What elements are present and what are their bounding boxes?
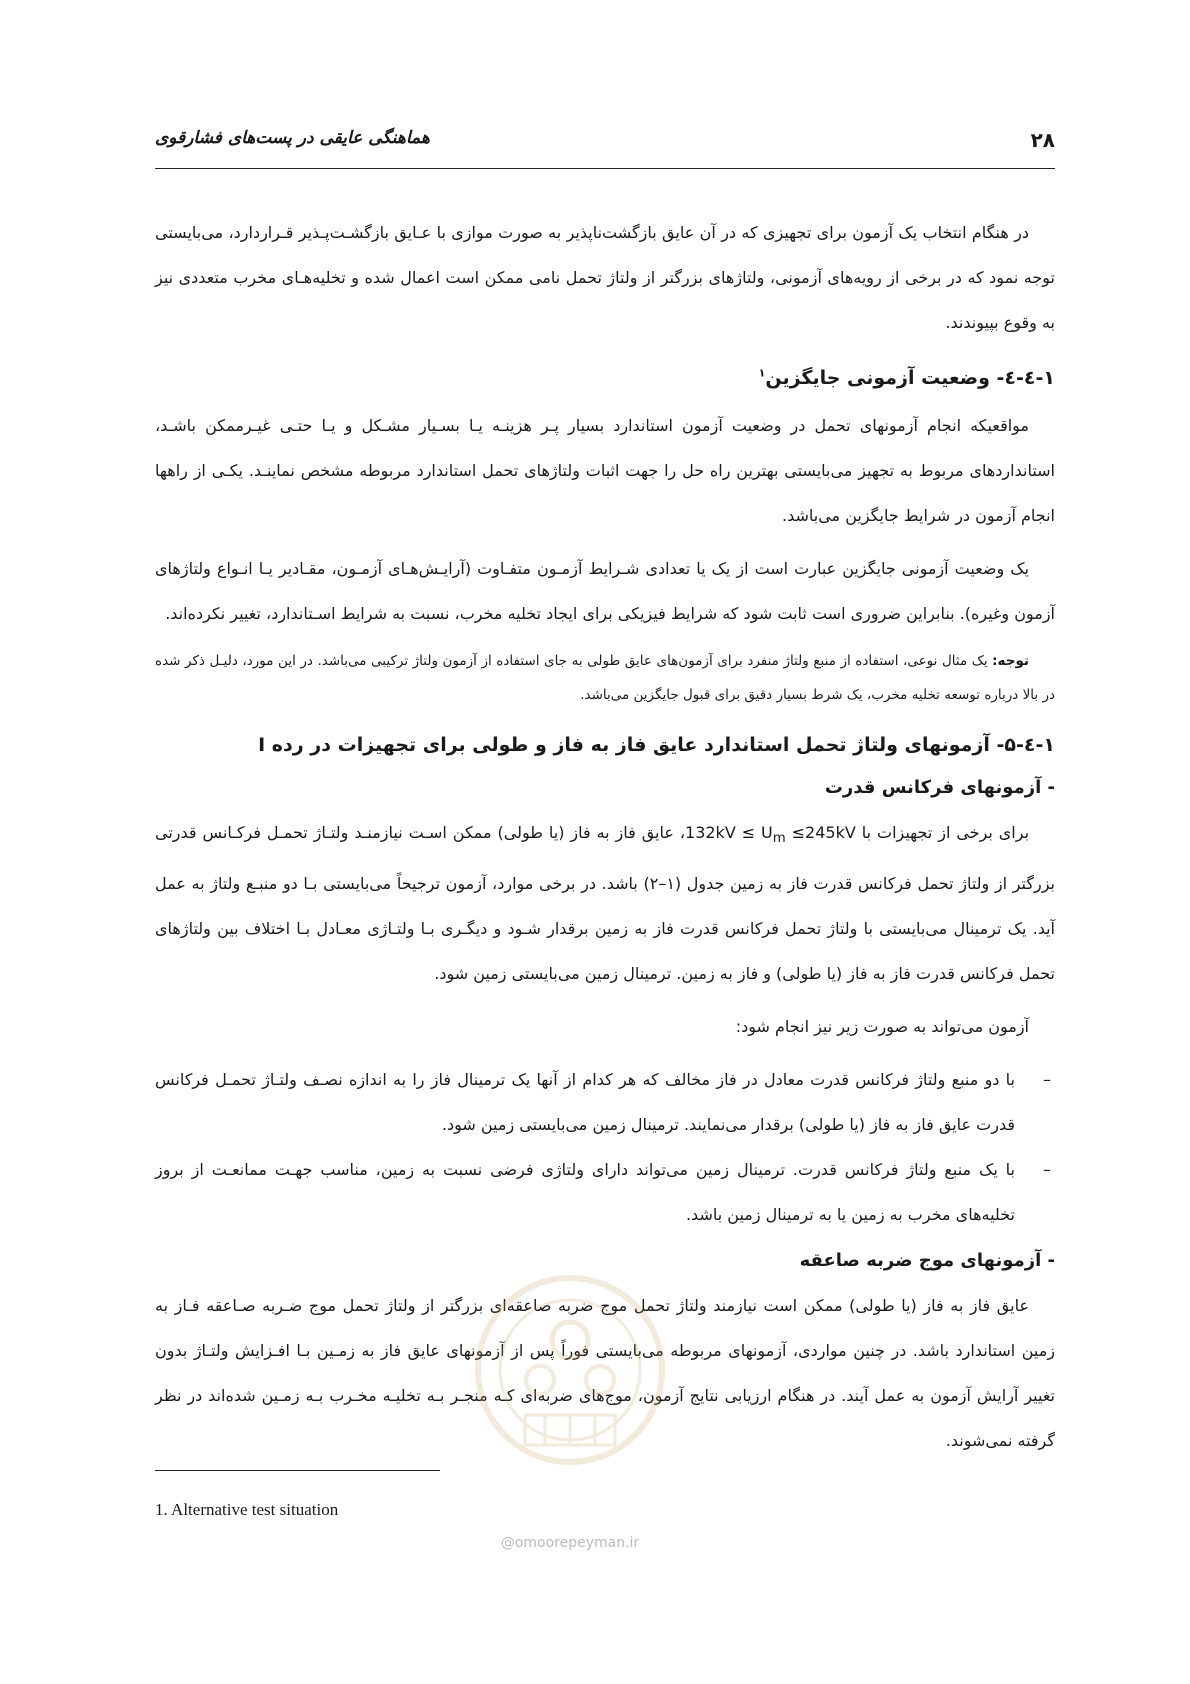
note-label: توجه: [992,653,1029,669]
dash-bullet: – [1043,1070,1051,1090]
footnote-text: 1. Alternative test situation [155,1500,339,1519]
subheading-lightning-impulse: - آزمونهای موج ضربه صاعقه [799,1250,1055,1272]
watermark-site: @omoorepeyman.ir [500,1535,640,1551]
heading-1-4-4-text: ۱-٤-٤- وضعیت آزمونی جایگزین [765,367,1055,389]
formula-part-1: 132kV ≤ U [685,823,773,842]
pf-text-a: برای برخی از تجهیزات با [861,823,1030,842]
formula-part-2: ≤245kV [785,823,856,842]
paragraph-intro: در هنگام انتخاب یک آزمون برای تجهیزی که در آن عایق بازگشت‌ناپذیر به صورت موازی با عـایق بازگشـت‌پـذیر قـراردارد، می‌بایستی توجه نمود که در برخی از رویه‌های آزمونی، ولتاژهای بزرگتر از ولتاژ تحمل نامی ممکن است اعمال شده و تخلیه‌هـای مخرب متعددی نیز به وقوع بپیوندند. [155,223,1055,332]
list-item-text: با یک منبع ولتاژ فرکانس قدرت. ترمینال زمین می‌تواند دارای ولتاژی فرضی نسبت به زمین، مناسب جهـت ممانعـت از بروز تخلیه‌های مخرب به زمین یا به ترمینال زمین باشد. [155,1160,1015,1225]
paragraph-test-methods: آزمون می‌تواند به صورت زیر نیز انجام شود: [735,1017,1029,1037]
paragraph-alt-2: یک وضعیت آزمونی جایگزین عبارت است از یک یا تعدادی شـرایط آزمـون متفـاوت (آرایـش‌هـای آزمـون، مقـادیر یـا انـواع ولتاژهای آزمون وغیره). بنابراین ضروری است ثابت شود که شرایط فیزیکی برای ایجاد تخلیه مخرب، نسبت به شرایط اسـتاندارد، تغییر نکرده‌اند. [155,559,1055,623]
footnote-divider [155,1470,440,1471]
list-item [155,1057,1051,1147]
formula-subscript: m [772,831,786,847]
heading-1-4-5: ۱-٤-۵- آزمونهای ولتاژ تحمل استاندارد عایق فاز به فاز و طولی برای تجهیزات در رده I [258,734,1055,756]
subheading-power-frequency: - آزمونهای فرکانس قدرت [824,777,1055,798]
test-method-list [155,1057,1055,1237]
watermark-seal-icon [470,1270,670,1500]
paragraph-power-frequency [155,810,1055,996]
note-box [155,644,1055,712]
page-header [155,128,1055,168]
header-divider [155,168,1055,169]
footnote-ref: ۱ [758,366,766,380]
voltage-range-formula [685,823,856,847]
list-item [155,1147,1051,1237]
pf-text-b: ، عایق فاز به فاز (یا طولی) ممکن اسـت نیازمنـد ولتـاژ تحمـل فرکـانس قدرتی بزرگتر از ولتاژ تحمل فرکانس قدرت فاز به زمین جدول (۱–۲) باشد. در برخی موارد، آزمون ترجیحاً می‌بایستی بـا دو منبـع ولتاژ به عمل آید. یک ترمینال می‌بایستی با ولتاژ تحمل فرکانس قدرت فاز به زمین برقدار شـود و دیگـری بـا ولتـاژی معـادل بـا اختلاف بین ولتاژهای تحمل فرکانس قدرت فاز به فاز (یا طولی) و فاز به زمین. ترمینال زمین می‌بایستی زمین شود. [155,823,1055,984]
dash-bullet: – [1043,1160,1051,1180]
note-text: یک مثال نوعی، استفاده از منبع ولتاژ منفرد برای آزمون‌های عایق طولی به جای استفاده از آزمون ولتاژ ترکیبی می‌باشد. در این مورد، دلیـل ذکر شده در بالا درباره توسعه تخلیه مخرب، یک شرط بسیار دقیق برای قبول جایگزین می‌باشد. [155,653,1055,703]
paragraph-lightning-impulse: عایق فاز به فاز (یا طولی) ممکن است نیازمند ولتاژ تحمل موج ضربه صاعقه‌ای بزرگتر از ولتاژ تحمل موج ضـربه صـاعقه فـاز به زمین استاندارد باشد. در چنین مواردی، آزمونهای مربوطه می‌بایستی فوراً پس از آزمونهای عایق فاز به زمـین بـا افـزایش ولتـاژ بدون تغییر آرایش آزمون به عمل آیند. در هنگام ارزیابی نتایج آزمون، موج‌های ضربه‌ای کـه منجـر بـه تخلیـه مخـرب بـه زمـین شده‌اند در نظر گرفته نمی‌شوند. [155,1296,1055,1451]
running-title: هماهنگی عایقی در پست‌های فشارقوی [155,128,430,148]
list-item-text: با دو منبع ولتاژ فرکانس قدرت معادل در فاز مخالف که هر کدام از آنها یک ترمینال فاز را به اندازه نصـف ولتـاژ تحمـل فرکانس قدرت عایق فاز به فاز (یا طولی) برقدار می‌نمایند. ترمینال زمین می‌بایستی زمین شود. [155,1070,1015,1135]
heading-1-4-4 [155,359,1055,397]
page-number: ۲۸ [1030,128,1055,152]
paragraph-alt-1: مواقعیکه انجام آزمونهای تحمل در وضعیت آزمون استاندارد بسیار پـر هزینـه یـا بسـیار مشـکل و یـا حتـی غیـرممکن باشـد، استانداردهای مربوط به تجهیز می‌بایستی بهترین راه حل را جهت اثبات ولتاژهای تحمل استاندارد مربوطه مشخص نماینـد. یکـی از راهها انجام آزمون در شرایط جایگزین می‌باشد. [155,416,1055,525]
